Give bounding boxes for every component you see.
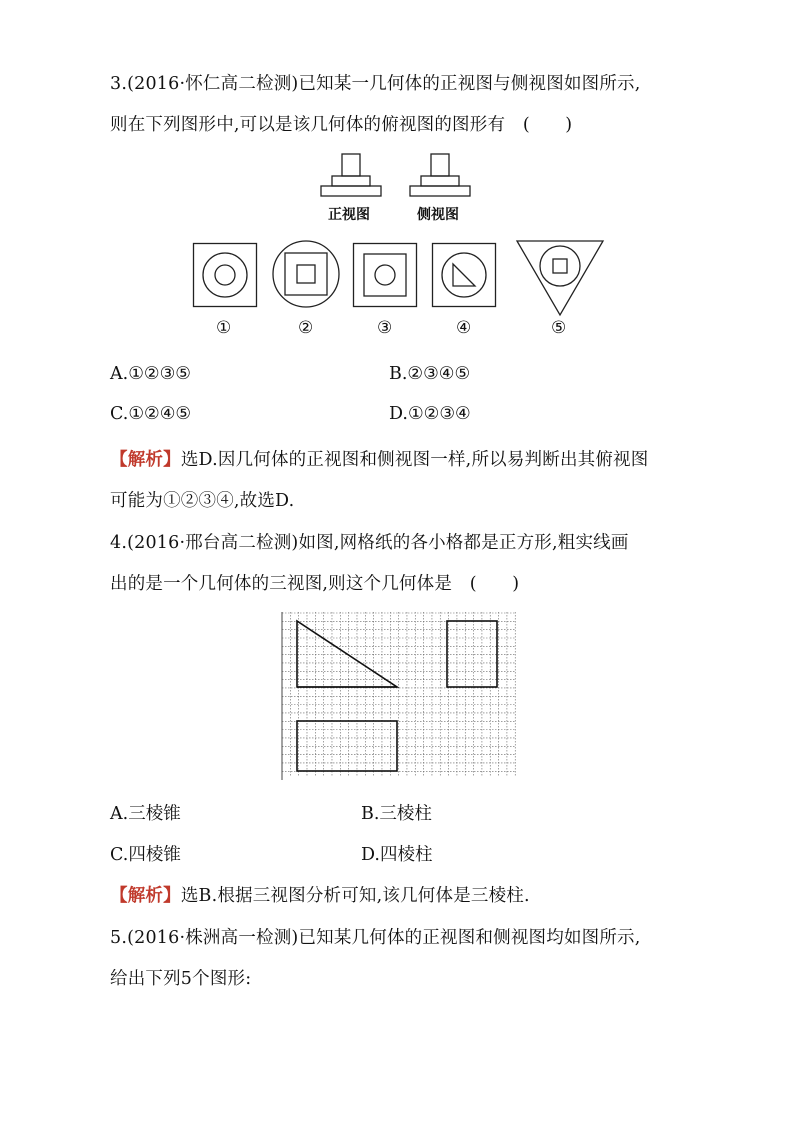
q4-stem-line1: 4.(2016·邢台高二检测)如图,网格纸的各小格都是正方形,粗实线画 (110, 533, 629, 553)
side-view-figure (409, 153, 469, 198)
q3-analysis-line1 (110, 446, 648, 471)
shape-3-square-square-circle (353, 243, 417, 307)
q3-analysis-tag: 【解析】 (110, 450, 181, 470)
q5-stem-line1: 5.(2016·株洲高一检测)已知某几何体的正视图和侧视图均如图所示, (110, 928, 641, 948)
q4-analysis-text: 选B.根据三视图分析可知,该几何体是三棱柱. (180, 886, 530, 906)
q3-analysis-line2: 可能为①②③④,故选D. (110, 491, 295, 511)
shape-4-square-circle-triangle (432, 243, 496, 307)
shape-number-5: ⑤ (551, 318, 567, 338)
shape-2-circle-square-square (272, 240, 340, 308)
q4-option-b: B.三棱柱 (361, 804, 432, 824)
shape-5-triangle-circle-square (516, 240, 604, 316)
front-view-figure (320, 153, 380, 198)
q3-option-c: C.①②④⑤ (110, 404, 192, 424)
shape-number-3: ③ (377, 318, 393, 338)
q3-stem-line1: 3.(2016·怀仁高二检测)已知某一几何体的正视图与侧视图如图所示, (110, 74, 641, 94)
q4-option-d: D.四棱柱 (361, 845, 433, 865)
q3-stem-line2: 则在下列图形中,可以是该几何体的俯视图的图形有 ( ) (110, 115, 573, 135)
q5-stem-line2: 给出下列5个图形: (110, 969, 252, 989)
q4-analysis-line (110, 882, 530, 907)
q4-option-c: C.四棱锥 (110, 845, 181, 865)
three-view-grid-figure (280, 612, 520, 780)
q3-analysis-text: 选D.因几何体的正视图和侧视图一样,所以易判断出其俯视图 (180, 450, 649, 470)
q4-option-a: A.三棱锥 (110, 804, 181, 824)
shape-number-2: ② (298, 318, 314, 338)
shape-1-square-circle-circle (193, 243, 257, 307)
q3-option-b: B.②③④⑤ (389, 364, 471, 384)
front-view-label: 正视图 (328, 207, 370, 223)
q3-option-d: D.①②③④ (389, 404, 471, 424)
q3-option-a: A.①②③⑤ (110, 364, 191, 384)
side-view-label: 侧视图 (417, 207, 459, 223)
shape-number-4: ④ (456, 318, 472, 338)
q4-analysis-tag: 【解析】 (110, 886, 181, 906)
shape-number-1: ① (216, 318, 232, 338)
q4-stem-line2: 出的是一个几何体的三视图,则这个几何体是 ( ) (110, 574, 520, 594)
